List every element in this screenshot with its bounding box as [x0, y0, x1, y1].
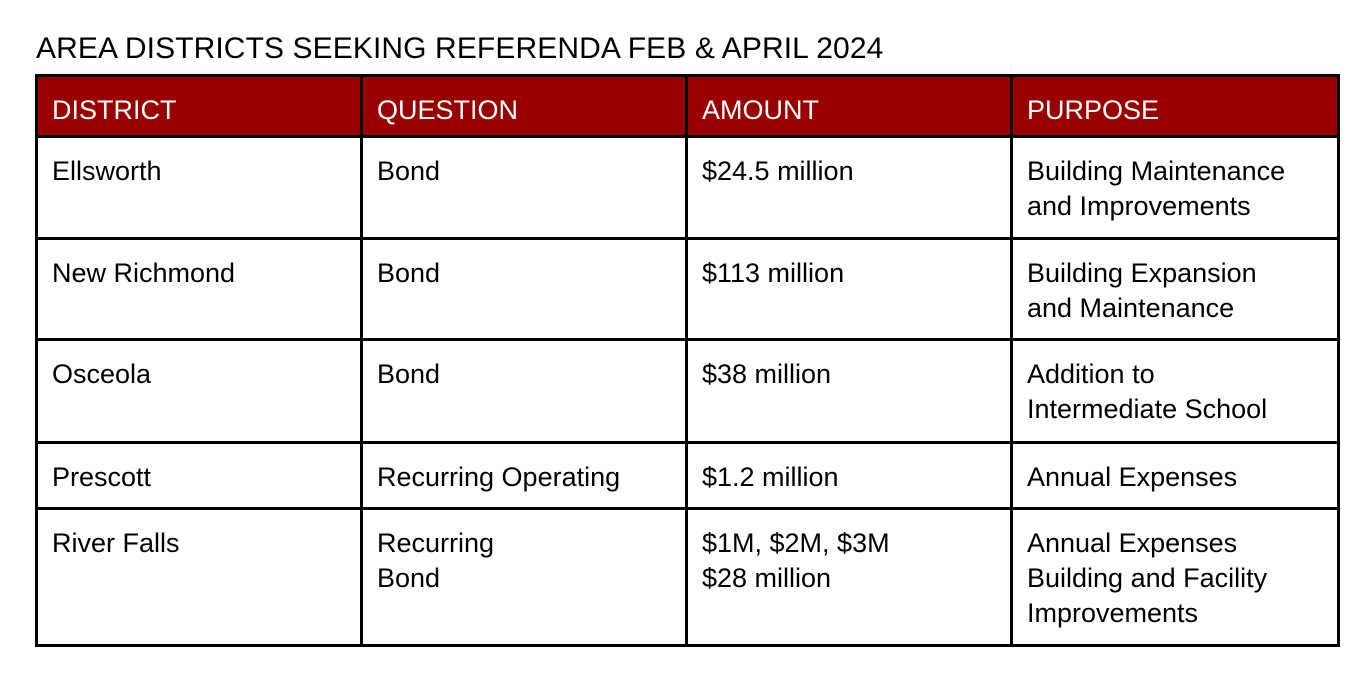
cell-purpose	[1012, 443, 1339, 509]
cell-purpose	[1012, 239, 1339, 340]
cell-question	[362, 239, 687, 340]
cell-text: $38 million	[702, 359, 832, 389]
cell-amount	[687, 239, 1012, 340]
referenda-table	[35, 74, 1340, 647]
cell-text: Ellsworth	[52, 156, 162, 186]
cell-text: Prescott	[52, 462, 152, 492]
table-row	[37, 509, 1339, 646]
cell-question	[362, 509, 687, 646]
cell-text: Building Maintenance	[1027, 156, 1286, 186]
header-district: DISTRICT	[37, 76, 362, 137]
cell-text: $1.2 million	[702, 462, 839, 492]
cell-text: Addition to	[1027, 359, 1155, 389]
cell-text: $28 million	[702, 563, 832, 593]
cell-district	[37, 509, 362, 646]
page-title: AREA DISTRICTS SEEKING REFERENDA FEB & APRIL 2024	[36, 32, 884, 65]
cell-text: $113 million	[702, 258, 845, 288]
cell-text: $24.5 million	[702, 156, 854, 186]
cell-text: Bond	[377, 156, 441, 186]
cell-district	[37, 340, 362, 443]
cell-text: Bond	[377, 359, 441, 389]
cell-question	[362, 340, 687, 443]
cell-question	[362, 443, 687, 509]
cell-text: $1M, $2M, $3M	[702, 528, 890, 558]
cell-amount	[687, 509, 1012, 646]
cell-purpose	[1012, 509, 1339, 646]
table-row	[37, 443, 1339, 509]
table-row	[37, 137, 1339, 239]
cell-text: Annual Expenses	[1027, 528, 1238, 558]
header-amount: AMOUNT	[687, 76, 1012, 137]
cell-text: Bond	[377, 258, 441, 288]
cell-purpose	[1012, 340, 1339, 443]
cell-district	[37, 137, 362, 239]
cell-text: Osceola	[52, 359, 152, 389]
cell-district	[37, 443, 362, 509]
header-purpose: PURPOSE	[1012, 76, 1339, 137]
cell-question	[362, 137, 687, 239]
cell-text: New Richmond	[52, 258, 236, 288]
cell-amount	[687, 137, 1012, 239]
cell-text: Intermediate School	[1027, 394, 1268, 424]
cell-amount	[687, 443, 1012, 509]
header-question: QUESTION	[362, 76, 687, 137]
cell-text: Improvements	[1027, 598, 1199, 628]
cell-purpose	[1012, 137, 1339, 239]
cell-text: Building and Facility	[1027, 563, 1268, 593]
table-row	[37, 340, 1339, 443]
table-header-row	[37, 76, 1339, 137]
cell-text: and Maintenance	[1027, 293, 1235, 323]
cell-amount	[687, 340, 1012, 443]
cell-text: Building Expansion	[1027, 258, 1257, 288]
cell-district	[37, 239, 362, 340]
cell-text: Recurring	[377, 528, 495, 558]
cell-text: and Improvements	[1027, 191, 1251, 221]
cell-text: Recurring Operating	[377, 462, 621, 492]
cell-text: River Falls	[52, 528, 180, 558]
cell-text: Bond	[377, 563, 441, 593]
table-row	[37, 239, 1339, 340]
cell-text: Annual Expenses	[1027, 462, 1238, 492]
